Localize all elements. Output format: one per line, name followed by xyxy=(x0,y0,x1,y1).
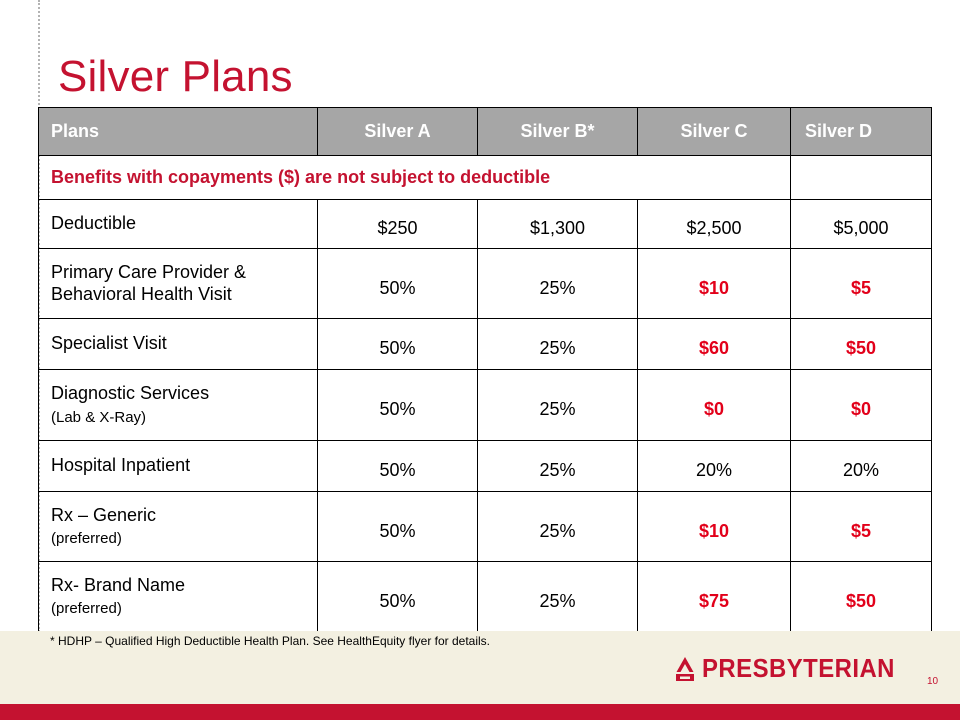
table-row xyxy=(39,370,932,441)
silver-plans-table xyxy=(38,107,932,632)
banner-row xyxy=(39,156,932,200)
row-label xyxy=(39,319,318,370)
presbyterian-logo xyxy=(674,653,912,684)
row-label xyxy=(39,370,318,441)
copayment-banner: Benefits with copayments ($) are not subject to deductible xyxy=(39,156,791,200)
cell-silver-b: 25% xyxy=(478,319,638,370)
cell-silver-a: 50% xyxy=(318,441,478,492)
row-label-text: Rx – Generic xyxy=(51,504,157,525)
row-label-text: Rx- Brand Name xyxy=(51,574,186,595)
cell-silver-d: $50 xyxy=(791,319,932,370)
logo-wordmark: PRESBYTERIAN xyxy=(702,653,895,683)
table-row xyxy=(39,319,932,370)
cell-silver-c: $2,500 xyxy=(638,200,791,249)
cell-silver-a: 50% xyxy=(318,319,478,370)
cell-silver-b: $1,300 xyxy=(478,200,638,249)
cell-silver-c: 20% xyxy=(638,441,791,492)
cell-silver-b: 25% xyxy=(478,492,638,562)
table-header-row xyxy=(39,108,932,156)
footnote: * HDHP – Qualified High Deductible Health Plan. See HealthEquity flyer for details. xyxy=(50,634,491,648)
cell-silver-c: $10 xyxy=(638,492,791,562)
row-label xyxy=(39,249,318,319)
cell-silver-d: $5 xyxy=(791,492,932,562)
table-row xyxy=(39,441,932,492)
cell-silver-a: 50% xyxy=(318,562,478,632)
cell-silver-d: $50 xyxy=(791,562,932,632)
row-label-text: Deductible xyxy=(51,213,137,234)
row-label-subtext: (preferred) xyxy=(51,600,122,618)
row-label xyxy=(39,441,318,492)
page-number: 10 xyxy=(927,676,939,687)
header-silver-c: Silver C xyxy=(638,108,791,156)
table-row xyxy=(39,492,932,562)
row-label xyxy=(39,562,318,632)
cell-silver-d: $0 xyxy=(791,370,932,441)
table-row xyxy=(39,562,932,632)
cell-silver-b: 25% xyxy=(478,370,638,441)
row-label-text: Specialist Visit xyxy=(51,333,167,354)
cell-silver-a: 50% xyxy=(318,370,478,441)
cell-silver-d: $5 xyxy=(791,249,932,319)
cell-silver-c: $10 xyxy=(638,249,791,319)
row-label xyxy=(39,492,318,562)
row-label xyxy=(39,200,318,249)
empty-cell xyxy=(791,156,932,200)
cell-silver-c: $75 xyxy=(638,562,791,632)
bottom-red-bar xyxy=(0,704,960,720)
header-silver-b: Silver B* xyxy=(478,108,638,156)
header-plans: Plans xyxy=(39,108,318,156)
row-label-text: Primary Care Provider & Behavioral Health Visit xyxy=(51,261,247,304)
header-silver-a: Silver A xyxy=(318,108,478,156)
row-label-subtext: (preferred) xyxy=(51,530,122,548)
cell-silver-b: 25% xyxy=(478,562,638,632)
row-label-text: Hospital Inpatient xyxy=(51,455,191,476)
cell-silver-a: 50% xyxy=(318,249,478,319)
cell-silver-d: 20% xyxy=(791,441,932,492)
row-label-subtext: (Lab & X-Ray) xyxy=(51,408,147,426)
cell-silver-a: $250 xyxy=(318,200,478,249)
cell-silver-c: $0 xyxy=(638,370,791,441)
page-title: Silver Plans xyxy=(58,52,293,101)
header-silver-d: Silver D xyxy=(791,108,932,156)
row-label-text: Diagnostic Services xyxy=(51,383,210,404)
table-row xyxy=(39,200,932,249)
cell-silver-d: $5,000 xyxy=(791,200,932,249)
table-row xyxy=(39,249,932,319)
cell-silver-c: $60 xyxy=(638,319,791,370)
cell-silver-a: 50% xyxy=(318,492,478,562)
presbyterian-logo-icon xyxy=(674,656,696,682)
cell-silver-b: 25% xyxy=(478,441,638,492)
cell-silver-b: 25% xyxy=(478,249,638,319)
